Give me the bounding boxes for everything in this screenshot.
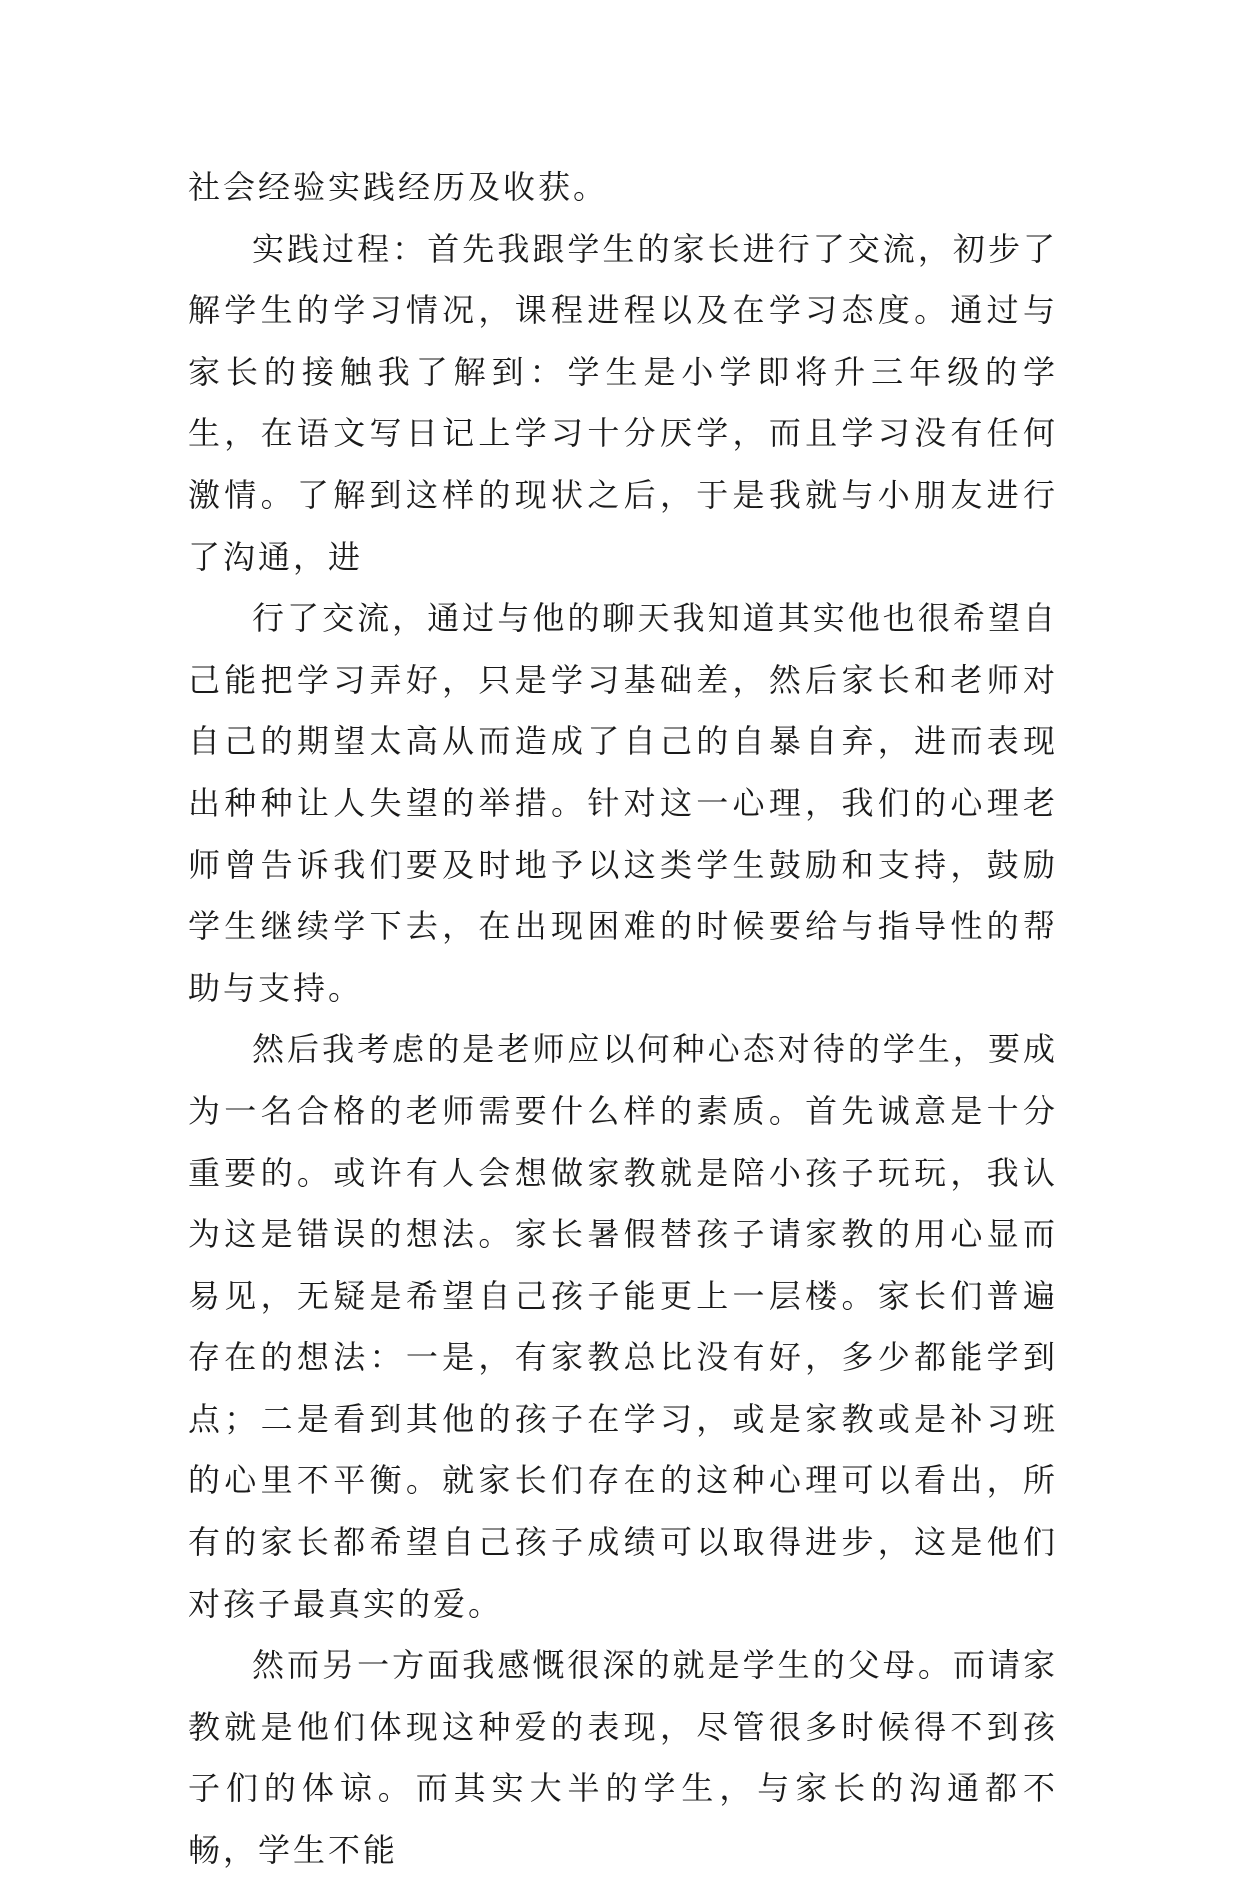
paragraph-3: 行了交流，通过与他的聊天我知道其实他也很希望自己能把学习弄好，只是学习基础差，然后家长和老师对自己的期望太高从而造成了自己的自暴自弃，进而表现出种种让人失望的举措。针对这一心理，我们的心理老师曾告诉我们要及时地予以这类学生鼓励和支持，鼓励学生继续学下去，在出现困难的时候要给与指导性的帮助与支持。 [188, 599, 1058, 1007]
document-body [188, 157, 1058, 1882]
paragraph-4: 然后我考虑的是老师应以何种心态对待的学生，要成为一名合格的老师需要什么样的素质。首先诚意是十分重要的。或许有人会想做家教就是陪小孩子玩玩，我认为这是错误的想法。家长暑假替孩子请家教的用心显而易见，无疑是希望自己孩子能更上一层楼。家长们普遍存在的想法：一是，有家教总比没有好，多少都能学到点；二是看到其他的孩子在学习，或是家教或是补习班的心里不平衡。就家长们存在的这种心理可以看出，所有的家长都希望自己孩子成绩可以取得进步，这是他们对孩子最真实的爱。 [188, 1030, 1058, 1623]
paragraph-2: 实践过程：首先我跟学生的家长进行了交流，初步了解学生的学习情况，课程进程以及在学习态度。通过与家长的接触我了解到：学生是小学即将升三年级的学生，在语文写日记上学习十分厌学，而且学习没有任何激情。了解到这样的现状之后，于是我就与小朋友进行了沟通，进 [188, 229, 1058, 576]
paragraph-5: 然而另一方面我感慨很深的就是学生的父母。而请家教就是他们体现这种爱的表现，尽管很多时候得不到孩子们的体谅。而其实大半的学生，与家长的沟通都不畅，学生不能 [188, 1646, 1058, 1870]
paragraph-1: 社会经验实践经历及收获。 [188, 168, 609, 206]
